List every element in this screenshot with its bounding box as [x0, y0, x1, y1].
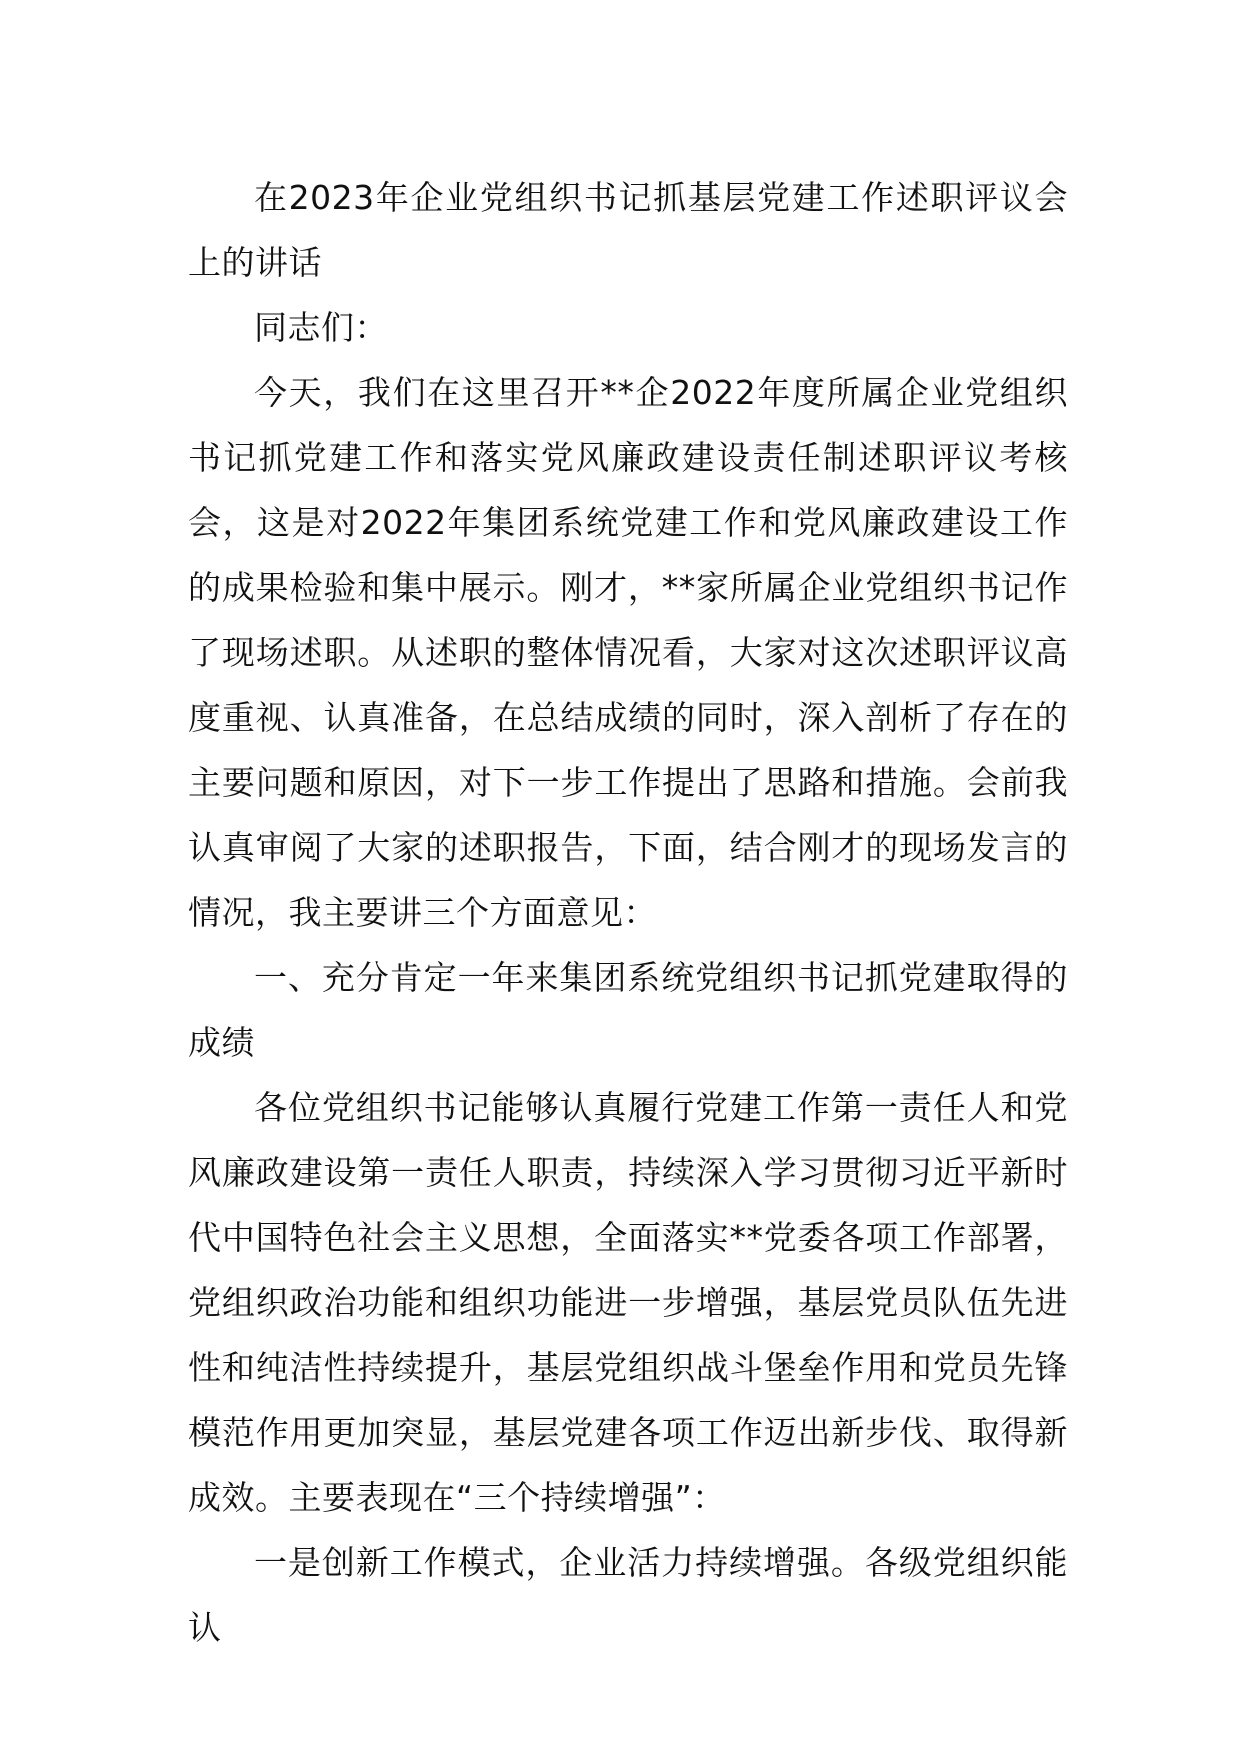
document-title: 在2023年企业党组织书记抓基层党建工作述职评议会上的讲话	[188, 178, 1068, 282]
paragraph-intro: 今天，我们在这里召开**企2022年度所属企业党组织书记抓党建工作和落实党风廉政建设责任制述职评议考核会，这是对2022年集团系统党建工作和党风廉政建设工作的成果检验和集中展示。刚才，**家所属企业党组织书记作了现场述职。从述职的整体情况看，大家对这次述职评议高度重视、认真准备，在总结成绩的同时，深入剖析了存在的主要问题和原因，对下一步工作提出了思路和措施。会前我认真审阅了大家的述职报告，下面，结合刚才的现场发言的情况，我主要讲三个方面意见：	[188, 373, 1068, 932]
document-body	[188, 165, 1068, 1660]
salutation: 同志们：	[254, 308, 388, 347]
paragraph-achievements: 各位党组织书记能够认真履行党建工作第一责任人和党风廉政建设第一责任人职责，持续深入学习贯彻习近平新时代中国特色社会主义思想，全面落实**党委各项工作部署，党组织政治功能和组织功能进一步增强，基层党员队伍先进性和纯洁性持续提升，基层党组织战斗堡垒作用和党员先锋模范作用更加突显，基层党建各项工作迈出新步伐、取得新成效。主要表现在“三个持续增强”：	[188, 1088, 1068, 1517]
paragraph-point-1: 一是创新工作模式，企业活力持续增强。各级党组织能认	[188, 1543, 1068, 1647]
section-heading-1: 一、充分肯定一年来集团系统党组织书记抓党建取得的成绩	[188, 958, 1068, 1062]
